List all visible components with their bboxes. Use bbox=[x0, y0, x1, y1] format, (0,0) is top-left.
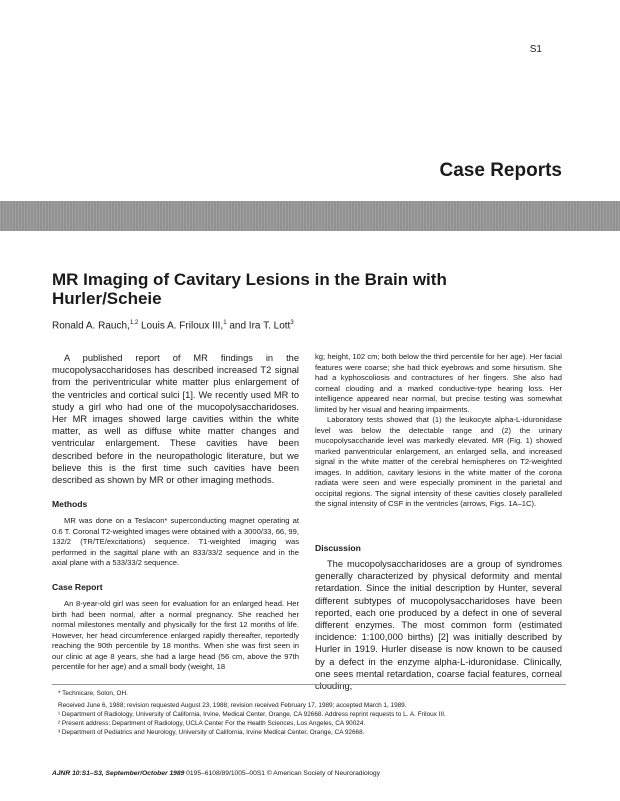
case-report-continued bbox=[315, 352, 562, 510]
footnote-affiliation-3: ³ Department of Pediatrics and Neurology, University of California, Irvine Medical Center, Orange, CA 92668. bbox=[58, 729, 365, 736]
author-name: Louis A. Friloux III, bbox=[138, 320, 224, 332]
case-report-heading: Case Report bbox=[52, 582, 103, 592]
lab-findings-text: Laboratory tests showed that (1) the leukocyte alpha-L-iduronidase level was below the detectable range and (2) the urinary mucopolysaccharide level was markedly elevated. MR (Fig. 1) showed marked panventricular enlargement, an enlarged sella, and increased signal in the white matter of the cerebral hemispheres on T2-weighted images. In addition, cavitary lesions in the white matter of the corona radiata were seen and were especially prominent in the parietal and occipital regions. The signal intensity of these cavities closely paralleled the signal intensity of CSF in the ventricles (arrows, Figs. 1A–1C). bbox=[315, 415, 562, 508]
case-report-continued-text: kg; height, 102 cm; both below the third percentile for her age). Her facial features were coarse; she had thick eyebrows and some hirsutism. She had a kyphoscoliosis and contractures of her fingers. She also had corneal clouding and a marked conductive-type hearing loss. Her intelligence appeared near normal, but precise testing was somewhat limited by her visual and hearing impairments. bbox=[315, 352, 562, 414]
discussion-body bbox=[315, 558, 562, 692]
section-banner bbox=[0, 201, 620, 231]
author-name: Ronald A. Rauch, bbox=[52, 320, 130, 332]
case-report-text: An 8-year-old girl was seen for evaluation for an enlarged head. Her birth had been normal, after a normal pregnancy. She reached her normal milestones mentally and physically for the first 12 months of life. However, her head circumference enlarged rapidly thereafter, reportedly reaching the 90th percentile by 18 months. When she was first seen in our clinic at age 8 years, she had a large head (56 cm, above the 97th percentile for her age) and a small body (weight, 18 bbox=[52, 599, 299, 671]
lead-text: A published report of MR findings in the mucopolysaccharidoses has described increased T2 signal from the periventricular white matter plus enlargement of the ventricles and cortical sulci [1]. We recently used MR to study a girl who had one of the mucopolysaccharidoses. Her MR images showed large cavities within the white matter, as well as diffuse white matter changes and ventricular enlargement. These cavities have been described before in the neuropathologic literature, but we believe this is the first time such cavities have been described as shown by MR or other imaging methods. bbox=[52, 353, 299, 486]
discussion-text: The mucopolysaccharidoses are a group of syndromes generally characterized by physical deformity and mental retardation. Since the initial description by Hunter, several different subtypes of mucopolysaccharidoses have been reported, each one produced by a defect in one of several different enzymes. The most common form (estimated incidence: 1:100,000 births) [2] was initially described by Hurler in 1919. Hurler disease is now known to be caused by a defect in the enzyme alpha-L-iduronidase. Clinically, one sees mental retardation, coarse facial features, corneal clouding, bbox=[315, 559, 562, 692]
author-affiliation-mark: 3 bbox=[290, 320, 294, 326]
article-title: MR Imaging of Cavitary Lesions in the Brain with Hurler/Scheie bbox=[52, 270, 447, 308]
author-name: and Ira T. Lott bbox=[226, 320, 291, 332]
footnote-technicare: * Technicare, Solon, OH. bbox=[58, 690, 128, 697]
lead-paragraph bbox=[52, 352, 299, 486]
case-report-body bbox=[52, 599, 299, 673]
section-title: Case Reports bbox=[439, 160, 562, 181]
journal-citation-rest: 0195–6108/89/1005–00S1 © American Society of Neuroradiology bbox=[184, 770, 380, 777]
footnote-divider bbox=[52, 684, 566, 685]
journal-citation-bold: AJNR 10:S1–S3, September/October 1989 bbox=[52, 770, 185, 777]
author-affiliation-mark: 1 bbox=[223, 320, 227, 326]
methods-heading: Methods bbox=[52, 499, 88, 509]
discussion-heading: Discussion bbox=[315, 543, 361, 553]
footnote-affiliation-2: ² Present address: Department of Radiology, UCLA Center For the Health Sciences, Los Angeles, CA 90024. bbox=[58, 720, 366, 727]
author-affiliation-mark: 1,2 bbox=[129, 320, 139, 326]
page-number: S1 bbox=[529, 44, 542, 55]
footnote-affiliation-1: ¹ Department of Radiology, University of California, Irvine, Medical Center, Orange, CA 92668. Address reprint requests to L. A. Friloux III. bbox=[58, 711, 446, 718]
footnote-received: Received June 6, 1988; revision requested August 23, 1988; revision received February 17, 1989; accepted March 1, 1989. bbox=[58, 702, 407, 709]
author-list bbox=[52, 320, 552, 331]
journal-citation bbox=[52, 770, 566, 777]
methods-body bbox=[52, 516, 299, 569]
methods-text: MR was done on a Teslacon* superconducting magnet operating at 0.6 T. Coronal T2-weighted images were obtained with a 3000/33, 66, 99, 132/2 (TR/TE/excitations) sequence. T1-weighted imaging was performed in the sagittal plane with an 833/33/2 sequence and in the axial plane with a 533/33/2 sequence. bbox=[52, 516, 299, 567]
